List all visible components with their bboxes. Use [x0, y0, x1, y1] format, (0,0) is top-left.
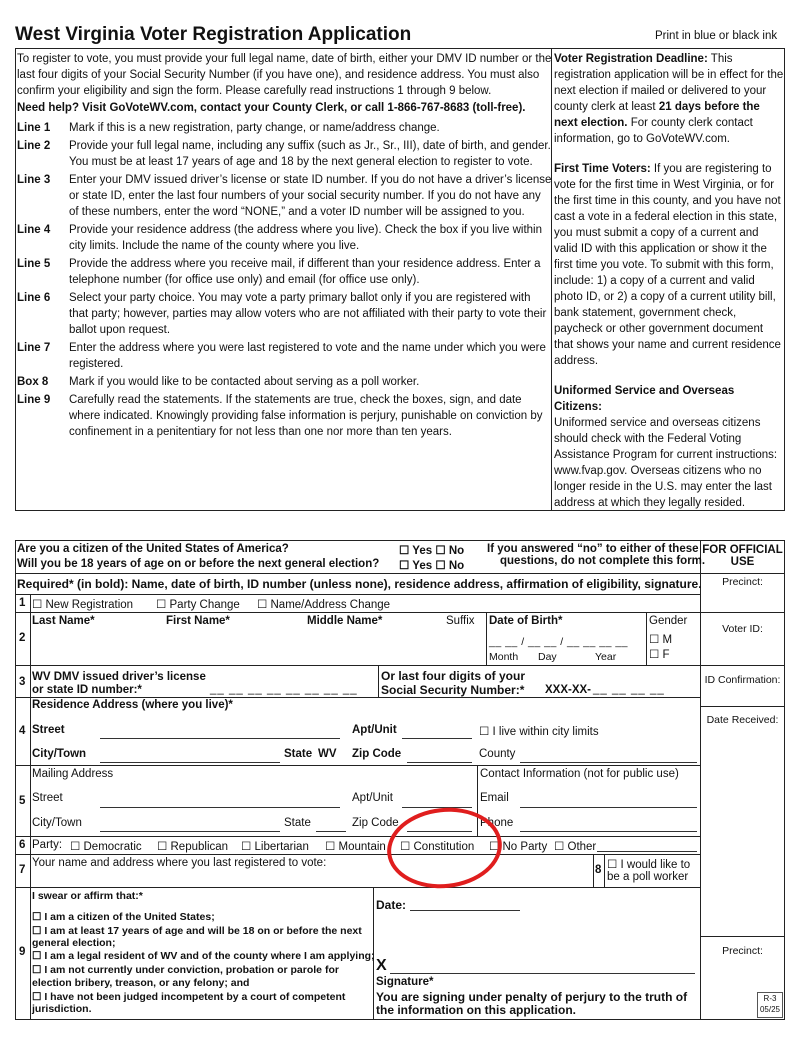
last-name-label: Last Name*	[32, 615, 95, 627]
city-label: City/Town	[32, 748, 87, 760]
official-rule-4	[700, 706, 785, 707]
rule-row3-top	[15, 665, 700, 666]
ssn-label-1: Or last four digits of your	[381, 669, 526, 683]
signature-x: X	[376, 957, 387, 974]
gender-male-checkbox[interactable]: ☐ M	[649, 634, 673, 646]
affirm-conviction-checkbox[interactable]: ☐ I am not currently under conviction, probation or parole for	[32, 964, 339, 976]
date-label: Date:	[376, 898, 407, 912]
rule-row4-top	[15, 697, 700, 698]
affirm-competent-cont: jurisdiction.	[32, 1003, 92, 1015]
box8-num-divider	[604, 854, 605, 887]
official-rule-2	[700, 612, 785, 613]
gender-divider	[646, 612, 647, 665]
residence-heading: Residence Address (where you live)*	[32, 699, 233, 711]
party-change-checkbox[interactable]: ☐ Party Change	[156, 599, 240, 611]
party-other-input[interactable]	[597, 851, 697, 852]
affirm-age-checkbox[interactable]: ☐ I am at least 17 years of age and will be 18 on or before the next	[32, 925, 362, 937]
required-note: Required* (in bold): Name, date of birth, ID number (unless none), residence address, affirmation of eligibility, signature.	[17, 577, 702, 591]
official-rule-3	[700, 665, 785, 666]
party-mountain-checkbox[interactable]: ☐ Mountain	[325, 841, 386, 853]
affirm-conviction-cont: election bribery, treason, or any felony; and	[32, 977, 250, 989]
instruction-line-label: Line 2	[17, 140, 51, 152]
party-constitution-checkbox[interactable]: ☐ Constitution	[400, 841, 475, 853]
previous-registration-label: Your name and address where you last registered to vote:	[32, 857, 327, 869]
form-code: R-3	[763, 994, 777, 1003]
mail-city-label: City/Town	[32, 817, 82, 829]
row-number-9: 9	[19, 946, 26, 958]
first-time-note	[554, 161, 784, 369]
sidebar-notes	[554, 51, 784, 525]
perjury-note-1: You are signing under penalty of perjury to the truth of	[376, 990, 688, 1004]
instruction-line-text: Enter your DMV issued driver’s license or state ID number. If you do not have a driver’s license or state ID, enter the last four numbers of your social security number. If you do not have any of these numbers, enter the word “NONE,” and a voter ID number will be assigned to you.	[69, 174, 552, 218]
first-time-title: First Time Voters:	[554, 163, 651, 175]
signature-input[interactable]	[390, 973, 695, 974]
official-rule-1	[700, 573, 785, 574]
rule-row6-top	[15, 836, 700, 837]
street-label: Street	[32, 724, 65, 736]
rule-required-top	[15, 573, 700, 574]
official-date-received: Date Received:	[706, 714, 779, 726]
number-column-divider	[30, 594, 31, 1020]
official-precinct: Precinct:	[722, 576, 763, 588]
apt-input[interactable]	[402, 738, 472, 739]
dmv-input[interactable]: __ __ __ __ __ __ __ __	[210, 683, 358, 695]
party-other-checkbox[interactable]: ☐ Other	[554, 841, 597, 853]
row-number-3: 3	[19, 676, 26, 688]
party-republican-checkbox[interactable]: ☐ Republican	[157, 841, 229, 853]
mail-street-label: Street	[32, 792, 63, 804]
day-label: Day	[538, 651, 557, 663]
poll-worker-label: be a poll worker	[607, 871, 689, 883]
instruction-line-text: Provide your full legal name, including any suffix (such as Jr., Sr., III), date of birth, and gender. You must be at least 17 years of age and 18 by the next general election to register to vote.	[69, 140, 551, 168]
instruction-line	[17, 392, 552, 440]
name-address-change-checkbox[interactable]: ☐ Name/Address Change	[257, 599, 391, 611]
street-input[interactable]	[100, 738, 340, 739]
email-label: Email	[480, 792, 509, 804]
deadline-text-a: This registration application will be in effect for the next election if mailed or delivered to your county clerk at least	[554, 53, 784, 113]
rule-row2-top	[15, 612, 700, 613]
signature-label: Signature*	[376, 976, 434, 988]
instruction-line	[17, 172, 552, 220]
official-rule-5	[700, 936, 785, 937]
affirm-age-cont: general election;	[32, 937, 116, 949]
mail-state-input[interactable]	[316, 831, 346, 832]
first-time-text: If you are registering to vote for the first time in West Virginia, or for the first time in this county, and you have not cast a vote in a federal election in this state, you must submit a copy of a current and valid ID with this application or show it the first time you vote. To submit with this form, include: 1) a copy of a current and valid photo ID, or 2) a copy of a current utility bill, bank statement, government check, paycheck or other government document that shows your name and current residence address.	[554, 163, 781, 367]
uocava-note	[554, 383, 784, 511]
suffix-label: Suffix	[446, 615, 475, 627]
city-limits-checkbox[interactable]: ☐ I live within city limits	[479, 726, 599, 738]
ssn-label-2: Social Security Number:*	[381, 683, 525, 697]
county-label: County	[479, 748, 516, 760]
instruction-line-text: Select your party choice. You may vote a party primary ballot only if you are registered with that party; however, parties may allow voters who are not affiliated with their party to vote their ballot upon request.	[69, 292, 547, 336]
instruction-line-text: Provide the address where you receive mail, if different than your residence address. Enter a telephone number (for office use only) and email (for office use only).	[69, 258, 541, 286]
ssn-divider	[378, 665, 379, 697]
year-label: Year	[595, 651, 617, 663]
date-input[interactable]	[410, 910, 520, 911]
box8-left	[593, 854, 594, 887]
new-registration-checkbox[interactable]: ☐ New Registration	[32, 599, 134, 611]
instruction-line-text: Carefully read the statements. If the statements are true, check the boxes, sign, and date where indicated. Knowingly providing false information is perjury, punishable on conviction by confinement in a penitentiary for not less than one nor more than ten years.	[69, 394, 543, 438]
mail-city-input[interactable]	[100, 831, 280, 832]
party-democratic-checkbox[interactable]: ☐ Democratic	[70, 841, 142, 853]
instruction-line-label: Line 4	[17, 224, 51, 236]
affirm-competent-checkbox[interactable]: ☐ I have not been judged incompetent by a court of competent	[32, 991, 346, 1003]
ink-note: Print in blue or black ink	[655, 30, 778, 42]
age-question: Will you be 18 years of age on or before the next general election?	[17, 558, 380, 570]
middle-name-label: Middle Name*	[307, 615, 383, 627]
form-date: 05/25	[759, 1005, 781, 1014]
form-code-stamp	[757, 992, 783, 1018]
dob-divider	[486, 612, 487, 665]
instruction-line	[17, 222, 552, 254]
instruction-line	[17, 290, 552, 338]
citizen-question: Are you a citizen of the United States of America?	[17, 543, 289, 555]
dob-label: Date of Birth*	[489, 615, 563, 627]
ssn-input[interactable]: __ __ __ __	[593, 683, 665, 695]
instruction-line-label: Line 9	[17, 394, 51, 406]
instruction-line-text: Mark if this is a new registration, party change, or name/address change.	[69, 122, 440, 134]
city-input[interactable]	[100, 762, 280, 763]
citizen-yes-no[interactable]: ☐ Yes ☐ No	[399, 545, 465, 557]
mail-street-input[interactable]	[100, 807, 340, 808]
mail-state-label: State	[284, 817, 311, 829]
instruction-line-text: Provide your residence address (the address where you live). Check the box if you live within city limits. Include the name of the county where you live.	[69, 224, 543, 252]
rule-row9-top	[15, 887, 700, 888]
if-no-note-2: questions, do not complete this form.	[500, 555, 706, 567]
county-input[interactable]	[520, 762, 697, 763]
instruction-line	[17, 138, 552, 170]
rule-row1-top	[15, 594, 700, 595]
dmv-label-2: or state ID number:*	[32, 684, 142, 696]
instruction-line-label: Line 6	[17, 292, 51, 304]
gender-label: Gender	[649, 615, 688, 627]
instructions-column	[17, 51, 552, 440]
mailing-heading: Mailing Address	[32, 768, 114, 780]
mail-zip-label: Zip Code	[352, 817, 399, 829]
row-number-5: 5	[19, 795, 26, 807]
instructions-intro: To register to vote, you must provide your full legal name, date of birth, either your DMV ID number or the last four digits of your Social Security Number (if you have one), and residence address. You must also confirm your eligibility and sign the form. Please carefully read instructions 1 through 9 below.	[17, 53, 552, 97]
deadline-note	[554, 51, 784, 147]
instruction-line-label: Line 3	[17, 174, 51, 186]
official-voter-id: Voter ID:	[722, 623, 763, 635]
deadline-text-b: For county clerk contact information, go to GoVoteWV.com.	[554, 117, 753, 145]
official-title-2: USE	[730, 556, 755, 568]
instruction-line-text: Mark if you would like to be contacted about serving as a poll worker.	[69, 376, 420, 388]
row-number-1: 1	[19, 597, 26, 609]
instruction-line-text: Enter the address where you were last registered to vote and the name under which you were registered.	[69, 342, 546, 370]
poll-worker-checkbox[interactable]: ☐ I would like to	[607, 859, 691, 871]
row-number-7: 7	[19, 864, 26, 876]
instruction-line	[17, 256, 552, 288]
instruction-line-label: Box 8	[17, 376, 49, 388]
instruction-line-label: Line 5	[17, 258, 51, 270]
deadline-title: Voter Registration Deadline:	[554, 53, 708, 65]
uocava-title: Uniformed Service and Overseas Citizens:	[554, 385, 735, 413]
row-number-4: 4	[19, 725, 26, 737]
instruction-line-label: Line 7	[17, 342, 51, 354]
instruction-line	[17, 340, 552, 372]
instruction-line	[17, 374, 552, 390]
perjury-note-2: the information on this application.	[376, 1003, 576, 1017]
official-precinct-2: Precinct:	[722, 945, 763, 957]
rule-row7-top	[15, 854, 700, 855]
box-number-8: 8	[595, 864, 602, 876]
gender-female-checkbox[interactable]: ☐ F	[649, 649, 670, 661]
affirm-resident-checkbox[interactable]: ☐ I am a legal resident of WV and of the county where I am applying;	[32, 950, 375, 962]
swear-heading: I swear or affirm that:*	[32, 890, 143, 902]
first-name-label: First Name*	[166, 615, 230, 627]
dmv-label-1: WV DMV issued driver’s license	[32, 671, 206, 683]
age-yes-no[interactable]: ☐ Yes ☐ No	[399, 560, 465, 572]
mail-apt-label: Apt/Unit	[352, 792, 393, 804]
official-id-confirmation: ID Confirmation:	[704, 674, 781, 686]
party-no-party-checkbox[interactable]: ☐ No Party	[489, 841, 548, 853]
party-libertarian-checkbox[interactable]: ☐ Libertarian	[241, 841, 309, 853]
official-title-1: FOR OFFICIAL	[702, 544, 783, 556]
month-label: Month	[489, 651, 519, 663]
if-no-note: If you answered “no” to either of these	[487, 543, 699, 555]
party-label: Party:	[32, 839, 63, 851]
deadline-bold: 21 days before the next election.	[554, 101, 760, 129]
page-title: West Virginia Voter Registration Application	[15, 24, 412, 45]
apt-label: Apt/Unit	[352, 724, 397, 736]
ssn-mask: XXX-XX-	[545, 684, 592, 696]
phone-input[interactable]	[520, 831, 697, 832]
instruction-lines	[17, 120, 552, 440]
uocava-text: Uniformed service and overseas citizens should check with the Federal Voting Assistance Program for current instructions: www.fvap.gov. Overseas citizens who no longer reside in the U.S. may enter the last address at which they legally resided.	[554, 417, 778, 509]
email-input[interactable]	[520, 807, 697, 808]
help-text: Need help? Visit GoVoteWV.com, contact your County Clerk, or call 1-866-767-8683 (toll-free).	[17, 102, 526, 114]
contact-heading: Contact Information (not for public use)	[480, 768, 679, 780]
affirm-citizen-checkbox[interactable]: ☐ I am a citizen of the United States;	[32, 911, 215, 923]
zip-input[interactable]	[407, 762, 472, 763]
row-number-2: 2	[19, 632, 26, 644]
dob-input[interactable]: __ __ / __ __ / __ __ __ __	[489, 636, 629, 648]
state-label: State	[284, 748, 313, 760]
instruction-line-label: Line 1	[17, 122, 51, 134]
zip-label: Zip Code	[352, 748, 402, 760]
phone-label: Phone	[480, 817, 514, 829]
state-value: WV	[318, 748, 337, 760]
rule-row5-top	[15, 765, 700, 766]
row-number-6: 6	[19, 839, 26, 851]
instruction-line	[17, 120, 552, 136]
